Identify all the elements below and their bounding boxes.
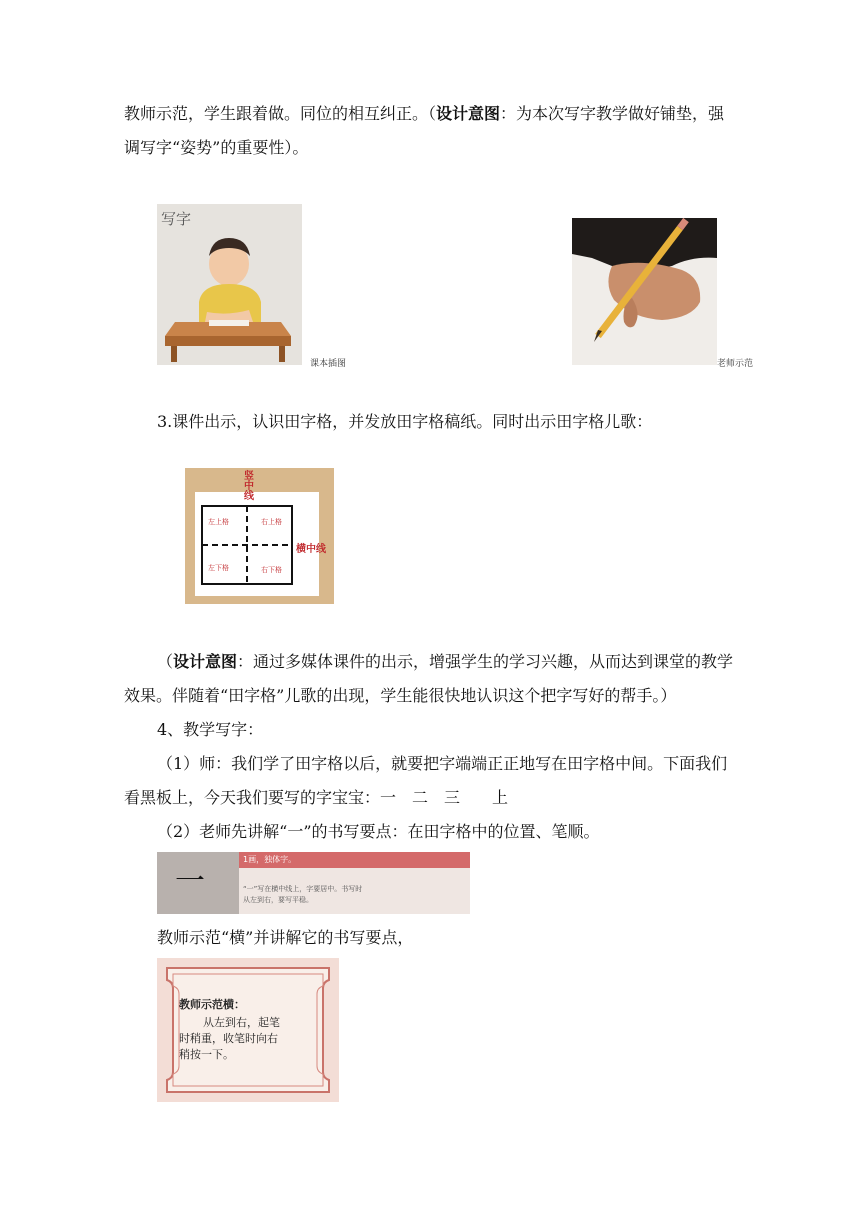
paragraph-line: 效果。伴随着“田字格”儿歌的出现，学生能很快地认识这个把字写好的帮手。） — [124, 686, 677, 705]
text-run: （ — [157, 652, 174, 671]
step-3-text: 3.课件出示，认识田字格，并发放田字格稿纸。同时出示田字格儿歌： — [157, 412, 653, 431]
strip-character: 一 — [175, 864, 205, 899]
strip-line-2: “一”写在横中线上，字要居中。书写时 — [243, 885, 363, 893]
paragraph-line — [124, 104, 724, 124]
lower-left-label: 左下格 — [208, 564, 229, 572]
upper-right-label: 右上格 — [261, 518, 282, 526]
card-title: 教师示范横： — [179, 998, 245, 1011]
text-run: 教师示范，学生跟着做。同位的相互纠正。（ — [124, 104, 437, 123]
upper-left-label: 左上格 — [208, 518, 229, 526]
illustration-title: 写字 — [161, 210, 192, 228]
vertical-line-label: 竖中线 — [244, 471, 254, 502]
paragraph-line: 教师示范“横”并讲解它的书写要点， — [157, 928, 414, 947]
strip-line-1: 1画，独体字。 — [243, 855, 297, 864]
lower-right-label: 右下格 — [261, 566, 282, 574]
strip-line-3: 从左到右，要写平稳。 — [243, 896, 313, 904]
paragraph-line — [157, 652, 733, 672]
tianzige-diagram — [185, 468, 334, 604]
character-yi-strip — [157, 852, 470, 914]
card-line-3: 稍按一下。 — [179, 1048, 234, 1061]
card-line-1: 从左到右，起笔 — [203, 1016, 280, 1029]
text-run: ：为本次写字教学做好铺垫，强 — [500, 104, 725, 123]
teacher-demo-card — [157, 958, 339, 1102]
paragraph-line: 看黑板上，今天我们要写的字宝宝：一 二 三 上 — [124, 788, 509, 807]
caption-textbook: 课本插图 — [310, 359, 347, 369]
paragraph-line: （1）师：我们学了田字格以后，就要把字端端正正地写在田字格中间。下面我们 — [157, 754, 728, 773]
paragraph-line: （2）老师先讲解“一”的书写要点：在田字格中的位置、笔顺。 — [157, 822, 600, 841]
bold-label: 设计意图 — [436, 104, 501, 123]
textbook-illustration — [157, 204, 302, 365]
card-line-2: 时稍重，收笔时向右 — [179, 1032, 278, 1045]
text-run: ：通过多媒体课件的出示，增强学生的学习兴趣，从而达到课堂的教学 — [237, 652, 734, 671]
step-4-heading: 4、教学写字： — [157, 720, 264, 739]
paragraph-line: 调写字“姿势”的重要性）。 — [124, 138, 309, 157]
teacher-demo-photo — [572, 218, 717, 365]
caption-teacher: 老师示范 — [717, 359, 754, 369]
bold-label: 设计意图 — [173, 652, 238, 671]
horizontal-line-label: 横中线 — [296, 544, 326, 555]
